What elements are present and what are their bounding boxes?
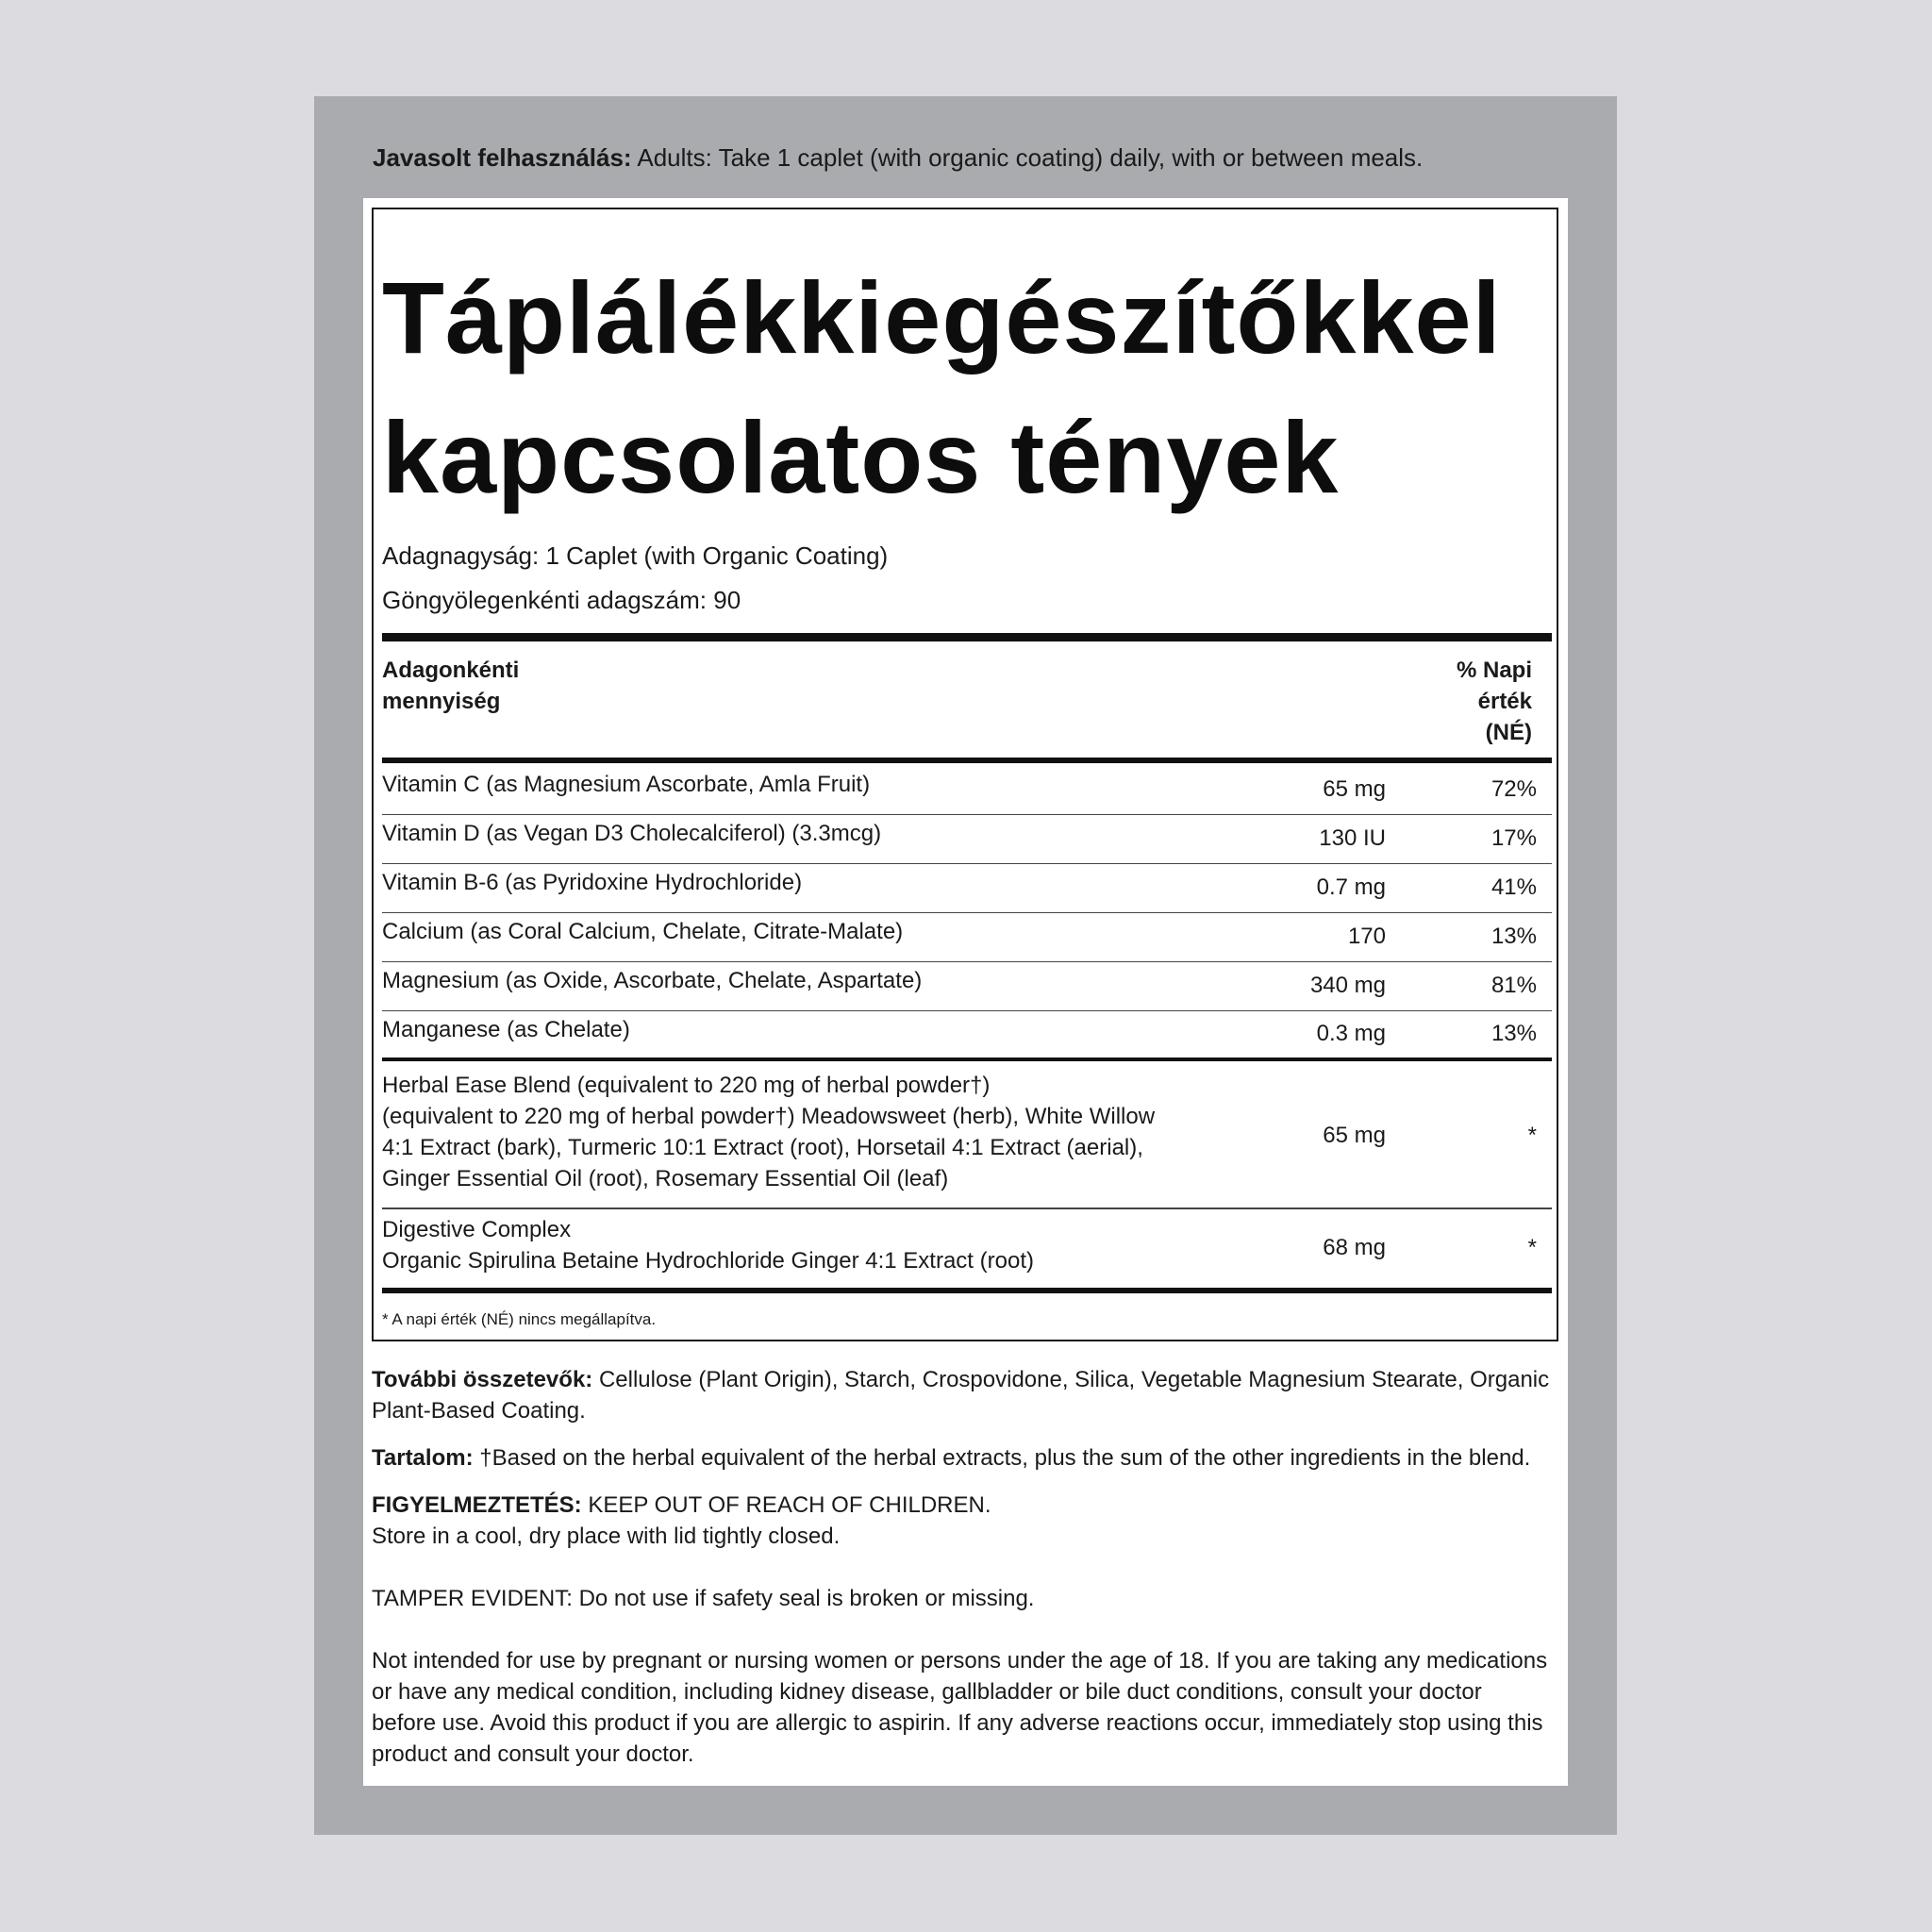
- nutrient-daily-value: 13%: [1491, 924, 1537, 949]
- nutrient-row: [382, 863, 1552, 913]
- usage-notice-text: Not intended for use by pregnant or nursing women or persons under the age of 18. If you are taking any medications or have any medical condition, including kidney disease, gallbladder or bile duct conditions, consult your doctor before use. Avoid this product if you are allergic to aspirin. If any adverse reactions occur, immediately stop using this product and consult your doctor.: [372, 1648, 1548, 1767]
- daily-value-footnote: * A napi érték (NÉ) nincs megállapítva.: [382, 1310, 657, 1328]
- facts-title-line2: kapcsolatos tények: [382, 400, 1340, 514]
- nutrient-daily-value: 81%: [1491, 973, 1537, 998]
- warning: [372, 1490, 1551, 1521]
- nutrient-amount: 65 mg: [1323, 776, 1386, 802]
- suggested-use: [373, 143, 1571, 173]
- supplement-facts-box: [372, 208, 1558, 1341]
- nutrient-row: [382, 961, 1552, 1011]
- nutrient-row: [382, 814, 1552, 864]
- nutrient-amount: 0.7 mg: [1316, 874, 1386, 900]
- thick-rule-header: [382, 758, 1552, 763]
- other-ingredients: [372, 1364, 1551, 1426]
- warning-label: FIGYELMEZTETÉS:: [372, 1492, 582, 1518]
- servings-per-container: Göngyölegenkénti adagszám: 90: [382, 586, 741, 614]
- label-panel: [314, 96, 1617, 1835]
- suggested-use-label: Javasolt felhasználás:: [373, 143, 632, 172]
- thick-rule-bottom: [382, 1288, 1552, 1293]
- nutrient-daily-value: 17%: [1491, 825, 1537, 851]
- nutrient-row: [382, 1208, 1552, 1288]
- contents-label: Tartalom:: [372, 1445, 474, 1471]
- other-ingredients-text: Cellulose (Plant Origin), Starch, Crospovidone, Silica, Vegetable Magnesium Stearate, Organic Plant-Based Coating.: [372, 1367, 1550, 1424]
- nutrient-amount: 65 mg: [1323, 1123, 1386, 1148]
- nutrient-amount: 340 mg: [1309, 973, 1386, 998]
- suggested-use-text: Adults: Take 1 caplet (with organic coating) daily, with or between meals.: [631, 143, 1424, 172]
- nutrient-daily-value: 13%: [1491, 1021, 1537, 1046]
- serving-size: Adagnagyság: 1 Caplet (with Organic Coating): [382, 541, 889, 570]
- nutrient-daily-value: *: [1527, 1123, 1537, 1148]
- nutrient-name: Magnesium (as Oxide, Ascorbate, Chelate, Aspartate): [382, 968, 923, 993]
- nutrient-name: Digestive Complex Organic Spirulina Betaine Hydrochloride Ginger 4:1 Extract (root): [382, 1217, 1034, 1274]
- nutrient-row: [382, 1010, 1552, 1058]
- thick-rule-top: [382, 633, 1552, 641]
- daily-value-header: % Napi érték (NÉ): [1456, 658, 1532, 745]
- nutrient-name: Manganese (as Chelate): [382, 1017, 630, 1042]
- warning-text: KEEP OUT OF REACH OF CHILDREN.: [581, 1492, 991, 1518]
- nutrient-amount: 170: [1347, 924, 1386, 949]
- nutrient-row: [382, 1062, 1552, 1209]
- nutrient-row: [382, 765, 1552, 815]
- nutrient-amount: 0.3 mg: [1316, 1021, 1386, 1046]
- nutrient-daily-value: *: [1527, 1235, 1537, 1260]
- nutrient-name: Herbal Ease Blend (equivalent to 220 mg of herbal powder†) (equivalent to 220 mg of herbal powder†) Meadowsweet (herb), White Willow 4:1 Extract (bark), Turmeric 10:1 Extract (root), Horsetail 4:1 Extract (aerial), Ginger Essential Oil (root), Rosemary Essential Oil (leaf): [382, 1073, 1156, 1191]
- nutrient-row: [382, 912, 1552, 962]
- storage-text: Store in a cool, dry place with lid tightly closed.: [372, 1524, 841, 1549]
- nutrient-name: Vitamin C (as Magnesium Ascorbate, Amla Fruit): [382, 772, 871, 797]
- other-ingredients-label: További összetevők:: [372, 1367, 593, 1392]
- facts-title: [382, 247, 1502, 528]
- facts-title-line1: Táplálékkiegészítőkkel: [382, 260, 1502, 375]
- amount-per-serving-header: Adagonkénti mennyiség: [382, 658, 520, 714]
- nutrient-amount: 68 mg: [1323, 1235, 1386, 1260]
- nutrient-name: Vitamin D (as Vegan D3 Cholecalciferol) (3.3mcg): [382, 821, 882, 846]
- nutrient-name: Vitamin B-6 (as Pyridoxine Hydrochloride): [382, 870, 803, 895]
- rule-blend-separator: [382, 1058, 1552, 1061]
- nutrient-name: Calcium (as Coral Calcium, Chelate, Citrate-Malate): [382, 919, 904, 944]
- nutrient-daily-value: 72%: [1491, 776, 1537, 802]
- tamper-evident-text: TAMPER EVIDENT: Do not use if safety seal is broken or missing.: [372, 1586, 1035, 1611]
- contents-text: †Based on the herbal equivalent of the herbal extracts, plus the sum of the other ingredients in the blend.: [473, 1445, 1531, 1471]
- nutrient-amount: 130 IU: [1319, 825, 1386, 851]
- contents: [372, 1442, 1551, 1474]
- nutrient-daily-value: 41%: [1491, 874, 1537, 900]
- label-card: [363, 198, 1568, 1786]
